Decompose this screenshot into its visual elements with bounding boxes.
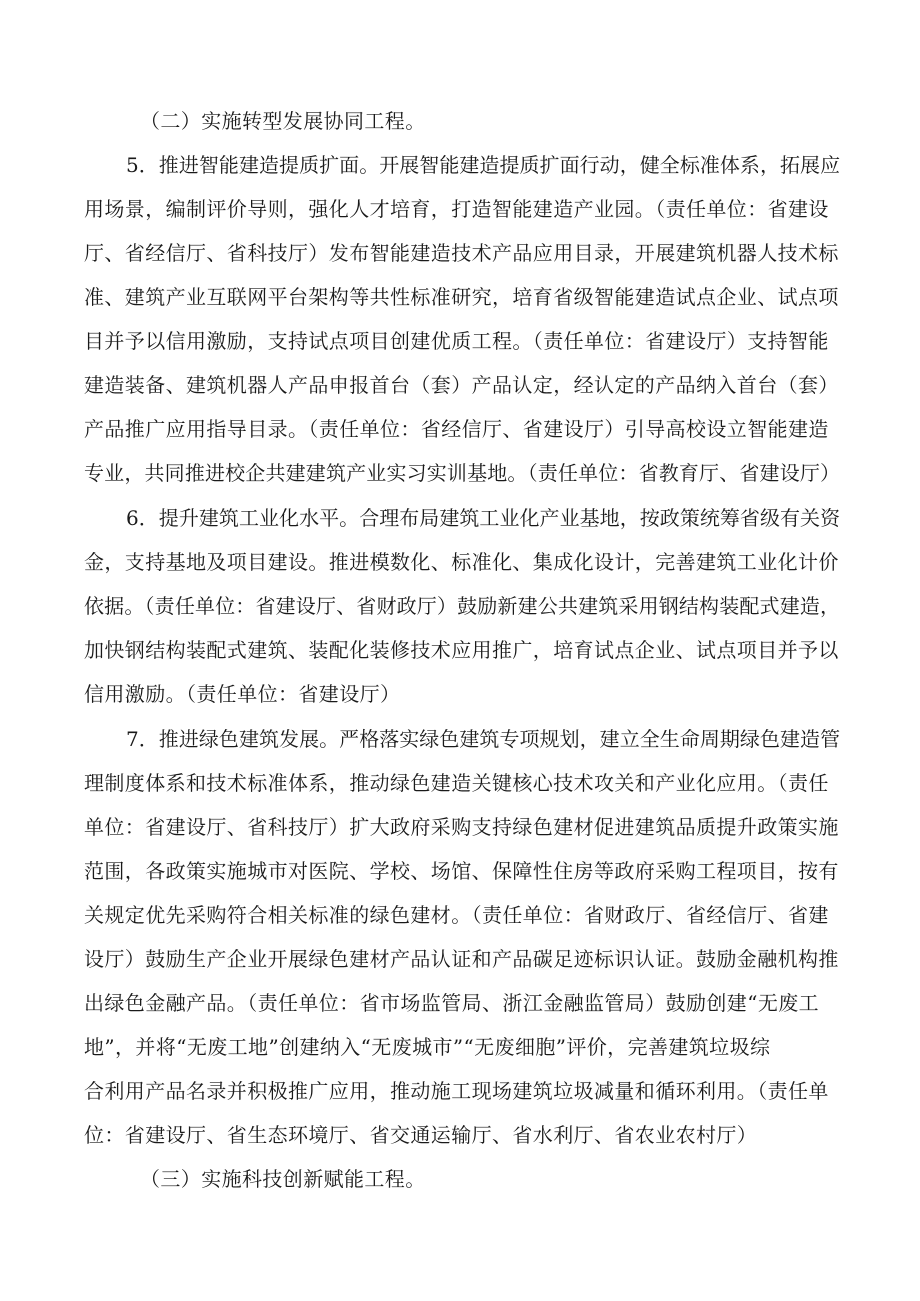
paragraph-line: 7．推进绿色建筑发展。严格落实绿色建筑专项规划，建立全生命周期绿色建造管 bbox=[126, 727, 841, 751]
section-heading-2: （二）实施转型发展协同工程。 bbox=[140, 109, 426, 133]
paragraph-line: 理制度体系和技术标准体系，推动绿色建造关键核心技术攻关和产业化应用。（责任 bbox=[84, 771, 829, 795]
paragraph-line: 准、建筑产业互联网平台架构等共性标准研究，培育省级智能建造试点企业、试点项 bbox=[84, 285, 839, 309]
paragraph-line: 用场景，编制评价导则，强化人才培育，打造智能建造产业园。（责任单位：省建设 bbox=[84, 197, 829, 221]
paragraph-line: 信用激励。（责任单位：省建设厅） bbox=[84, 682, 401, 706]
paragraph-line: 加快钢结构装配式建筑、装配化装修技术应用推广，培育试点企业、试点项目并予以 bbox=[84, 638, 839, 662]
paragraph-line: 建造装备、建筑机器人产品申报首台（套）产品认定，经认定的产品纳入首台（套） bbox=[84, 373, 839, 397]
paragraph-line: 关规定优先采购符合相关标准的绿色建材。（责任单位：省财政厅、省经信厅、省建 bbox=[84, 903, 829, 927]
paragraph-line: 依据。（责任单位：省建设厅、省财政厅）鼓励新建公共建筑采用钢结构装配式建造， bbox=[84, 594, 841, 618]
section-heading-3: （三）实施科技创新赋能工程。 bbox=[140, 1167, 426, 1191]
paragraph-line: 目并予以信用激励，支持试点项目创建优质工程。（责任单位：省建设厅）支持智能 bbox=[84, 329, 829, 353]
paragraph-line: 金，支持基地及项目建设。推进模数化、标准化、集成化设计，完善建筑工业化计价 bbox=[84, 550, 839, 574]
paragraph-line: 6．提升建筑工业化水平。合理布局建筑工业化产业基地，按政策统筹省级有关资 bbox=[126, 506, 841, 530]
paragraph-line: 5．推进智能建造提质扩面。开展智能建造提质扩面行动，健全标准体系，拓展应 bbox=[126, 153, 841, 177]
paragraph-line: 地”，并将“无废工地”创建纳入“无废城市”“无废细胞”评价，完善建筑垃圾综 bbox=[84, 1035, 771, 1059]
paragraph-line: 合利用产品名录并积极推广应用，推动施工现场建筑垃圾减量和循环利用。（责任单 bbox=[84, 1079, 829, 1103]
paragraph-line: 设厅）鼓励生产企业开展绿色建材产品认证和产品碳足迹标识认证。鼓励金融机构推 bbox=[84, 947, 839, 971]
paragraph-line: 产品推广应用指导目录。（责任单位：省经信厅、省建设厅）引导高校设立智能建造 bbox=[84, 417, 829, 441]
paragraph-line: 范围，各政策实施城市对医院、学校、场馆、保障性住房等政府采购工程项目，按有 bbox=[84, 859, 839, 883]
paragraph-line: 单位：省建设厅、省科技厅）扩大政府采购支持绿色建材促进建筑品质提升政策实施 bbox=[84, 815, 839, 839]
paragraph-line: 厅、省经信厅、省科技厅）发布智能建造技术产品应用目录，开展建筑机器人技术标 bbox=[84, 241, 839, 265]
paragraph-line: 位：省建设厅、省生态环境厅、省交通运输厅、省水利厅、省农业农村厅） bbox=[84, 1123, 758, 1147]
paragraph-line: 专业，共同推进校企共建建筑产业实习实训基地。（责任单位：省教育厅、省建设厅） bbox=[84, 461, 841, 485]
paragraph-line: 出绿色金融产品。（责任单位：省市场监管局、浙江金融监管局）鼓励创建“无废工 bbox=[84, 991, 820, 1015]
